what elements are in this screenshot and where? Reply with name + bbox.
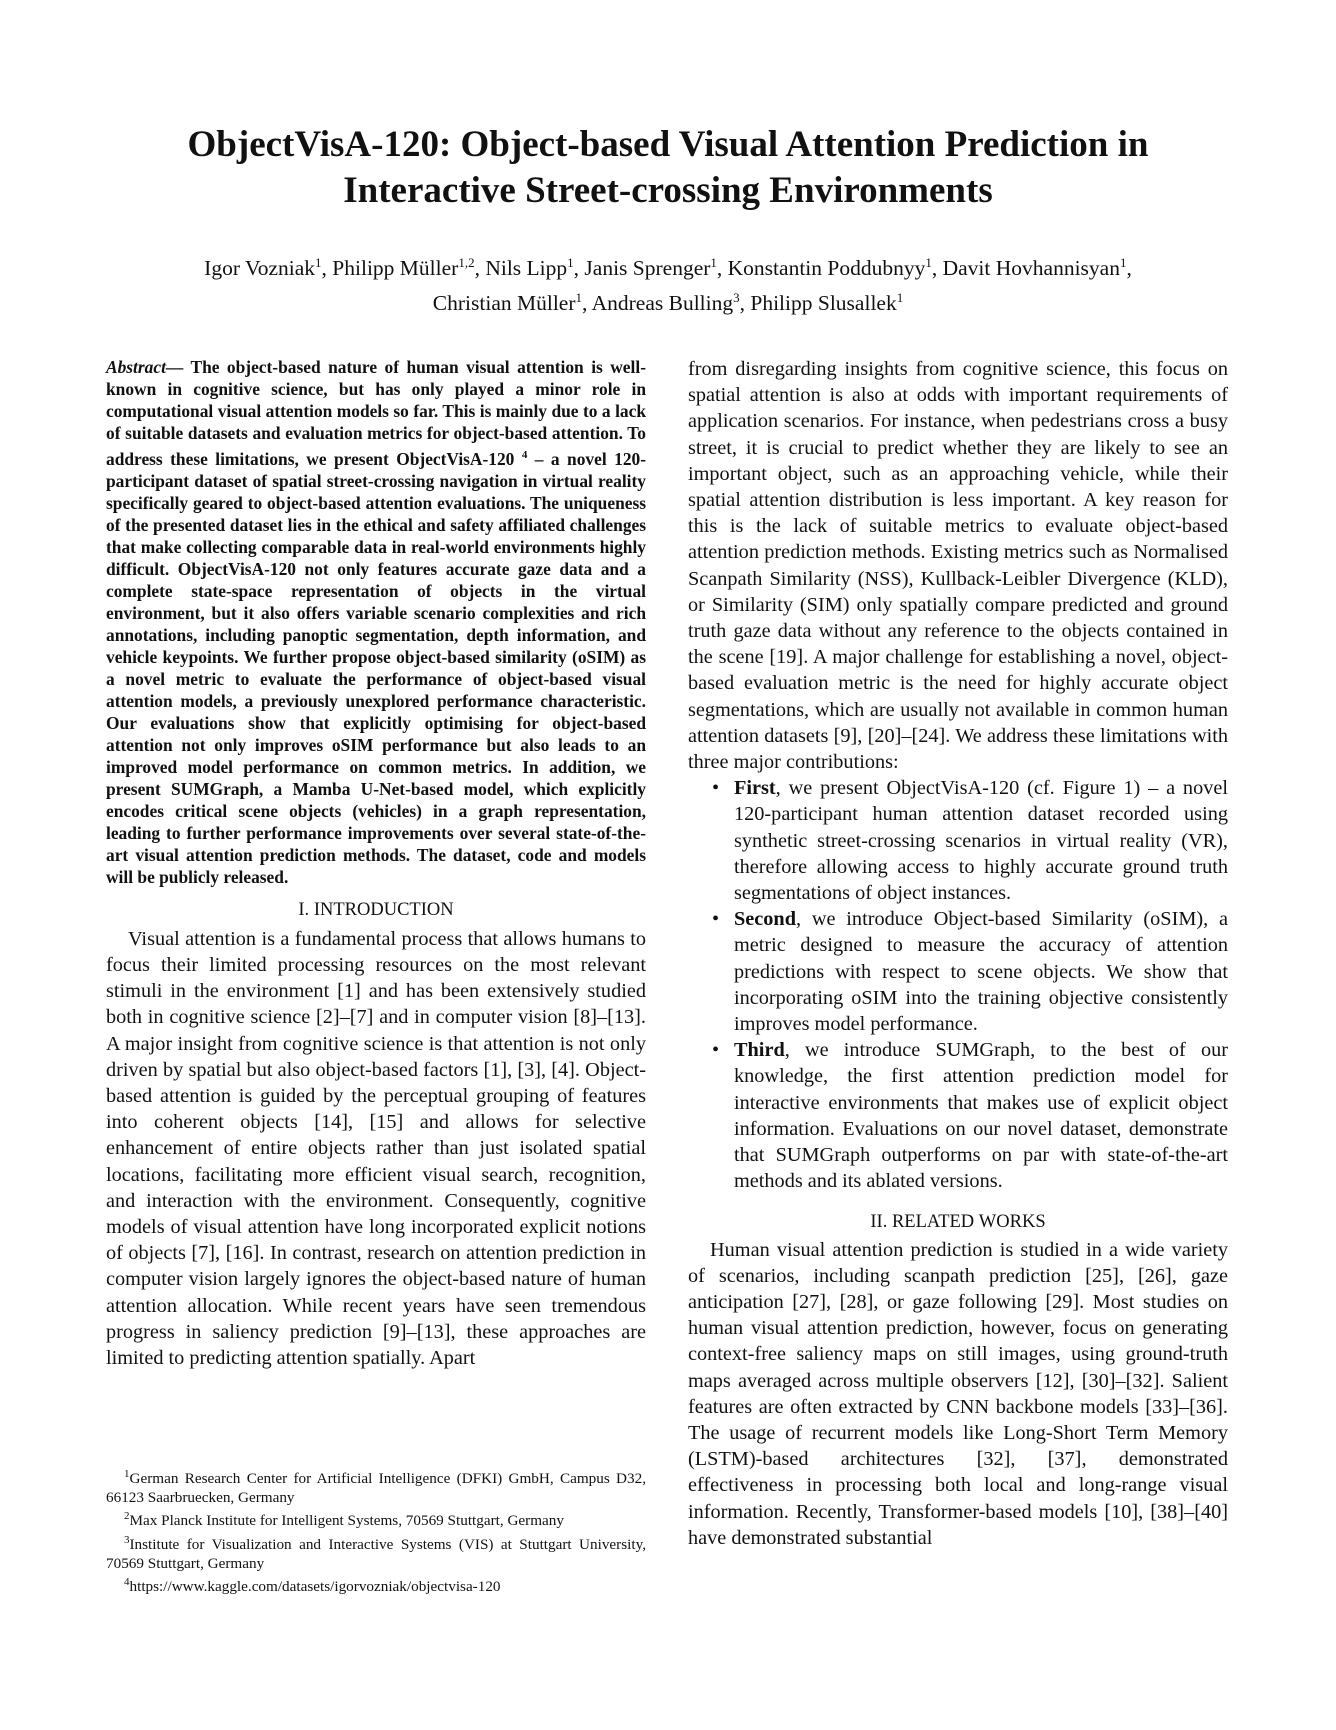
contribution-item: • Third, we introduce SUMGraph, to the best of our knowledge, the first attention prediction model for interactive environments that makes use of explicit object information. Evaluations on our novel dataset, demonstrate that SUMGraph outperforms on par with state-of-the-art methods and its ablated versions. [712, 1039, 1228, 1193]
author-line-2 [60, 283, 1276, 318]
abstract-label: Abstract [106, 357, 166, 377]
section-heading-related-works: II. RELATED WORKS [870, 1211, 1046, 1232]
contribution-item: • Second, we introduce Object-based Similarity (oSIM), a metric designed to measure the accuracy of attention predictions with respect to scene objects. We show that incorporating oSIM into the training objective consistently improves model performance. [712, 908, 1228, 1036]
author: Philipp Slusallek$^1$ [750, 290, 904, 316]
author: Andreas Bulling$^3$, [591, 290, 751, 316]
contributions-list [688, 775, 1228, 1194]
bullet-icon: • [712, 1039, 720, 1062]
author: Igor Vozniak$^1$, [204, 255, 333, 281]
author: Christian Müller$^1$, [432, 290, 592, 316]
abstract: Abstract— The object-based nature of human visual attention is well-known in cognitive science, but has only played a minor role in computational visual attention models so far. This is mainly due to a lack of suitable datasets and evaluation metrics for object-based attention. To address these limitations, we present ObjectVisA-120 $^4$ – a novel 120-participant dataset of spatial street-crossing navigation in virtual reality specifically geared to object-based attention evaluations. The uniqueness of the presented dataset lies in the ethical and safety affiliated challenges that make collecting comparable data in real-world environments highly difficult. ObjectVisA-120 not only features accurate gaze data and a complete state-space representation of objects in the virtual environment, but it also offers variable scenario complexities and rich annotations, including panoptic segmentation, depth information, and vehicle keypoints. We further propose object-based similarity (oSIM) as a novel metric to evaluate the performance of object-based visual attention models, a previously unexplored performance characteristic. Our evaluations show that explicitly optimising for object-based attention not only improves oSIM performance but also leads to an improved model performance on common metrics. In addition, we present SUMGraph, a Mamba U-Net-based model, which explicitly encodes critical scene objects (vehicles) in a graph representation, leading to further performance improvements over several state-of-the-art visual attention prediction methods. The dataset, code and models will be publicly released. [106, 357, 646, 887]
left-column [106, 356, 646, 1371]
right-column [688, 356, 1228, 1551]
footnote: $^3$Institute for Visualization and Interactive Systems (VIS) at Stuttgart University, 70569 Stuttgart, Germany [106, 1533, 646, 1572]
bullet-icon: • [712, 908, 720, 931]
author-list [60, 248, 1276, 318]
footnote-url[interactable]: $^4$https://www.kaggle.com/datasets/igorvozniak/objectvisa-120 [124, 1576, 501, 1596]
related-works-paragraph: Human visual attention prediction is studied in a wide variety of scenarios, including scanpath prediction [25], [26], gaze anticipation [27], [28], or gaze following [29]. Most studies on human visual attention prediction, however, focus on generating context-free saliency maps on still images, using ground-truth maps averaged across multiple observers [12], [30]–[32]. Salient features are often extracted by CNN backbone models [33]–[36]. The usage of recurrent models like Long-Short Term Memory (LSTM)-based architectures [32], [37], demonstrated effectiveness in processing both local and long-range visual information. Recently, Transformer-based models [10], [38]–[40] have demonstrated substantial [688, 1238, 1228, 1549]
author-line-1 [60, 248, 1276, 283]
author: Philipp Müller$^{1,2}$, [332, 255, 486, 281]
paper-title [60, 122, 1276, 214]
footnote: $^2$Max Planck Institute for Intelligent Systems, 70569 Stuttgart, Germany [124, 1510, 564, 1530]
author: Davit Hovhannisyan$^1$, [942, 255, 1132, 281]
author: Nils Lipp$^1$, [485, 255, 585, 281]
intro-paragraph-continued: from disregarding insights from cognitive science, this focus on spatial attention is also at odds with important requirements of application scenarios. For instance, when pedestrians cross a busy street, it is crucial to predict whether they are likely to see an important object, such as an approaching vehicle, while their spatial attention distribution is less important. A key reason for this is the lack of suitable metrics to evaluate object-based attention prediction methods. Existing metrics such as Normalised Scanpath Similarity (NSS), Kullback-Leibler Divergence (KLD), or Similarity (SIM) only spatially compare predicted and ground truth gaze data without any reference to the objects contained in the scene [19]. A major challenge for establishing a novel, object-based evaluation metric is the need for highly accurate object segmentations, which are usually not available in common human attention datasets [9], [20]–[24]. We address these limitations with three major contributions: [688, 358, 1228, 774]
footnote-ref: 4 [521, 449, 528, 461]
footnote: $^1$German Research Center for Artificial Intelligence (DFKI) GmbH, Campus D32, 66123 Saarbruecken, Germany [106, 1468, 646, 1506]
intro-paragraph: Visual attention is a fundamental process that allows humans to focus their limited processing resources on the most relevant stimuli in the environment [1] and has been extensively studied both in cognitive science [2]–[7] and in computer vision [8]–[13]. A major insight from cognitive science is that attention is not only driven by spatial but also object-based factors [1], [3], [4]. Object-based attention is guided by the perceptual grouping of features into coherent objects [14], [15] and allows for selective enhancement of entire objects rather than just isolated spatial locations, facilitating more efficient visual search, recognition, and interaction with the environment. Consequently, cognitive models of visual attention have long incorporated explicit notions of objects [7], [16]. In contrast, research on attention prediction in computer vision largely ignores the object-based nature of human attention allocation. While recent years have seen tremendous progress in saliency prediction [9]–[13], these approaches are limited to predicting attention spatially. Apart [106, 927, 646, 1370]
title-line-2: Interactive Street-crossing Environments [343, 170, 993, 211]
title-line-1: ObjectVisA-120: Object-based Visual Attention Prediction in [187, 124, 1149, 165]
bullet-icon: • [712, 777, 720, 800]
author: Konstantin Poddubnyy$^1$, [727, 255, 943, 281]
author: Janis Sprenger$^1$, [584, 255, 728, 281]
footnotes [106, 1465, 646, 1597]
contribution-item: • First, we present ObjectVisA-120 (cf. Figure 1) – a novel 120-participant human attention dataset recorded using synthetic street-crossing scenarios in virtual reality (VR), therefore allowing access to highly accurate ground truth segmentations of object instances. [712, 777, 1228, 905]
section-heading-introduction: I. INTRODUCTION [298, 899, 454, 920]
